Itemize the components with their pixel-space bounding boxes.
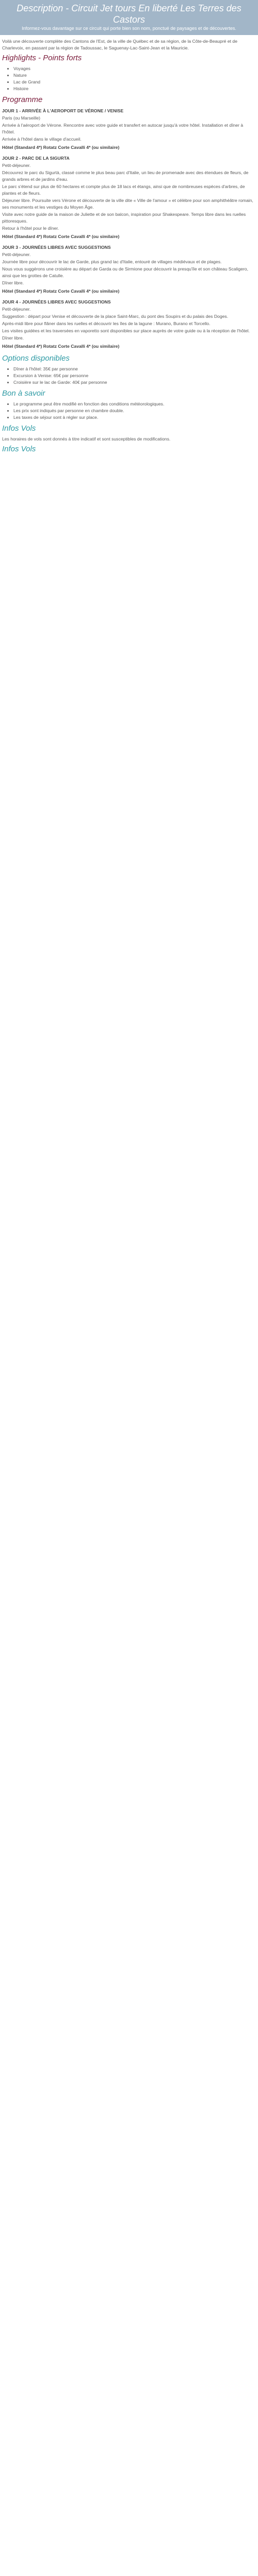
page-subtitle: Informez-vous davantage sur ce circuit qui porte bien son nom, ponctué de paysages et de découvertes. xyxy=(22,26,236,31)
options-title: Options disponibles xyxy=(2,354,70,363)
day-title: JOUR 4 - JOURNÉES LIBRES AVEC SUGGESTIONS xyxy=(2,299,111,304)
day-paragraph: Petit-déjeuner. xyxy=(2,252,31,257)
main-content xyxy=(0,35,258,454)
day-paragraph: Visite avec notre guide de la maison de Juliette et de son balcon, inspiration pour Shakespeare. Temps libre dans les ruelles pittoresques. xyxy=(2,212,246,224)
options-list xyxy=(2,366,256,386)
option-item: • Excursion à Venise: 65€ par personne xyxy=(13,372,256,379)
day-hotel: Hôtel (Standard 4*) Rotatz Corte Cavalli 4* (ou similaire) xyxy=(2,289,120,294)
highlight-item: • Lac de Grand xyxy=(13,79,256,86)
day-paragraph: Après-midi libre pour flâner dans les ruelles et découvrir les îles de la lagune : Murano, Burano et Torcello. xyxy=(2,321,211,326)
day-paragraph: Paris (ou Marseille) xyxy=(2,115,41,121)
day-block xyxy=(2,155,256,240)
day-paragraph: Dîner libre. xyxy=(2,280,24,285)
highlight-item: • Voyages xyxy=(13,65,256,72)
day-paragraph: Nous vous suggérons une croisière au départ de Garda ou de Sirmione pour découvrir la presqu'île et son château Scaligero, ainsi que les grottes de Catulle. xyxy=(2,266,248,278)
day-paragraph: Petit-déjeuner. xyxy=(2,163,31,168)
day-paragraph: Découvrez le parc du Sigurtà, classé comme le plus beau parc d'Italie, un lieu de promenade avec des étendues de fleurs, de grands arbres et de jardins d'eau. xyxy=(2,170,249,182)
day-paragraph: Arrivée à l'aéroport de Vérone. Rencontre avec votre guide et transfert en autocar jusqu'à votre hôtel. Installation et dîner à l'hôtel. xyxy=(2,123,244,134)
good-to-know-title: Bon à savoir xyxy=(2,389,45,398)
day-hotel: Hôtel (Standard 4*) Rotatz Corte Cavalli 4* (ou similaire) xyxy=(2,344,120,349)
option-item: • Dîner à l'hôtel: 35€ par personne xyxy=(13,366,256,372)
day-paragraph: Arrivée à l'hôtel dans le village d'accueil. xyxy=(2,137,82,142)
highlight-item: • Nature xyxy=(13,72,256,79)
good-to-know-item: • Le programme peut être modifié en fonction des conditions météorologiques. xyxy=(13,401,256,408)
day-paragraph: Journée libre pour découvrir le lac de Garde, plus grand lac d'Italie, entouré de villages médiévaux et de plages. xyxy=(2,259,222,264)
day-title: JOUR 1 - ARRIVÉE À L'AEROPORT DE VÉRONE / VENISE xyxy=(2,108,124,113)
day-paragraph: Le parc s'étend sur plus de 60 hectares et compte plus de 18 lacs et étangs, ainsi que de nombreuses espèces d'arbres, de plantes et de fleurs. xyxy=(2,184,245,196)
day-hotel: Hôtel (Standard 4*) Rotatz Corte Cavalli 4* (ou similaire) xyxy=(2,145,120,150)
day-title: JOUR 2 - PARC DE LA SIGURTA xyxy=(2,156,70,161)
good-to-know-list xyxy=(2,401,256,421)
page-title: Description - Circuit Jet tours En liberté Les Terres des Castors xyxy=(17,3,241,25)
good-to-know-item: • Les prix sont indiqués par personne en chambre double. xyxy=(13,408,256,414)
day-paragraph: Déjeuner libre. Poursuite vers Vérone et découverte de la ville dite « Ville de l'amour » et célèbre pour son amphithéâtre romain, ses monuments et les vestiges du Moyen Âge. xyxy=(2,198,253,210)
day-paragraph: Petit-déjeuner. xyxy=(2,307,31,312)
highlights-title: Highlights - Points forts xyxy=(2,54,82,62)
day-paragraph: Les visites guidées et les traversées en vaporetto sont disponibles sur place auprès de votre guide ou à la réception de l'hôtel. xyxy=(2,328,250,333)
footer-title: Infos Vols xyxy=(2,445,36,453)
highlight-item: • Histoire xyxy=(13,86,256,92)
intro-text: Voilà une découverte complète des Cantons de l'Est, de la ville de Québec et de sa région, de la Côte-de-Beaupré et de Charlevoix, en passant par la région de Tadoussac, le Saguenay-Lac-Saint-Jean et la Mauricie. xyxy=(2,39,237,50)
program-title: Programme xyxy=(2,95,43,104)
day-title: JOUR 3 - JOURNÉES LIBRES AVEC SUGGESTIONS xyxy=(2,245,111,250)
day-paragraph: Suggestion : départ pour Venise et découverte de la place Saint-Marc, du pont des Soupirs et du palais des Doges. xyxy=(2,314,229,319)
day-paragraph: Retour à l'hôtel pour le dîner. xyxy=(2,226,59,231)
day-block xyxy=(2,299,256,350)
info-flights-title: Infos Vols xyxy=(2,424,36,433)
option-item: • Croisière sur le lac de Garde: 40€ par personne xyxy=(13,379,256,386)
day-paragraph: Dîner libre. xyxy=(2,335,24,341)
good-to-know-item: • Les taxes de séjour sont à régler sur place. xyxy=(13,414,256,421)
day-block xyxy=(2,244,256,295)
day-hotel: Hôtel (Standard 4*) Rotatz Corte Cavalli 4* (ou similaire) xyxy=(2,234,120,239)
day-block xyxy=(2,108,256,151)
page-banner xyxy=(0,0,258,35)
highlights-list xyxy=(2,65,256,92)
info-flights-text: Les horaires de vols sont donnés à titre indicatif et sont susceptibles de modifications. xyxy=(2,436,171,442)
